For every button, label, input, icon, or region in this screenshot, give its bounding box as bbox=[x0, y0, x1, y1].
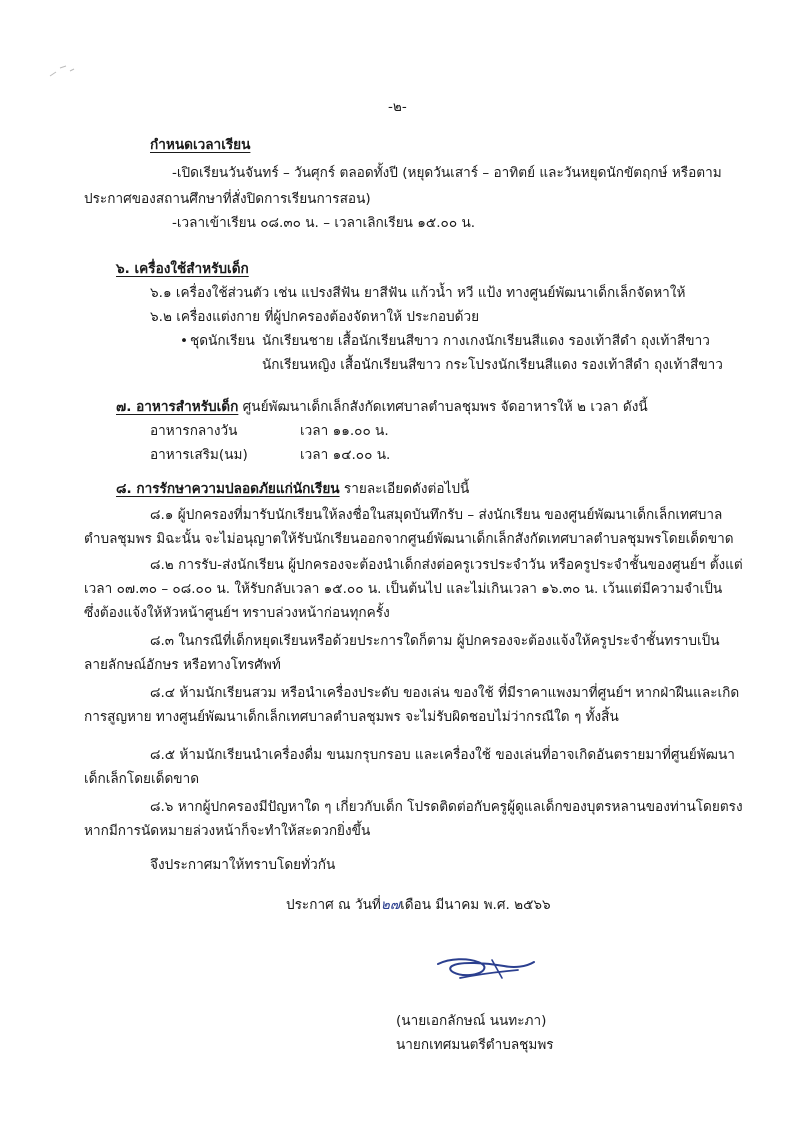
section-6-item-1: ๖.๑ เครื่องใช้ส่วนตัว เช่น แปรงสีฟัน ยาสีฟัน แก้วน้ำ หวี แป้ง ทางศูนย์พัฒนาเด็กเล็กจัดหาให้ bbox=[150, 285, 686, 301]
section-8-heading: ๘. การรักษาความปลอดภัยแก่นักเรียน bbox=[116, 481, 340, 497]
section-8-5-line-2: เด็กเล็กโดยเด็ดขาด bbox=[84, 771, 200, 787]
section-8-6-line-1: ๘.๖ หากผู้ปกครองมีปัญหาใด ๆ เกี่ยวกับเด็ก โปรดติดต่อกับครูผู้ดูแลเด็กของบุตรหลานของท่านโดยตรง bbox=[150, 799, 743, 815]
section-8-5-line-1: ๘.๕ ห้ามนักเรียนนำเครื่องดื่ม ขนมกรุบกรอบ และเครื่องใช้ ของเล่นที่อาจเกิดอันตรายมาที่ศูนย์พัฒนา bbox=[150, 747, 735, 763]
section-8-3-line-2: ลายลักษณ์อักษร หรือทางโทรศัพท์ bbox=[84, 657, 281, 673]
section-8-heading-tail: รายละเอียดดังต่อไปนี้ bbox=[339, 481, 470, 497]
date-suffix: เดือน มีนาคม พ.ศ. ๒๕๖๖ bbox=[400, 897, 551, 913]
meal-time-1: เวลา ๑๑.๐๐ น. bbox=[300, 423, 389, 439]
signer-name: (นายเอกลักษณ์ นนทะภา) bbox=[396, 1013, 547, 1029]
schedule-line-3: -เวลาเข้าเรียน ๐๘.๓๐ น. – เวลาเลิกเรียน ๑๕.๐๐ น. bbox=[172, 215, 476, 231]
meal-time-2: เวลา ๑๔.๐๐ น. bbox=[300, 447, 391, 463]
section-6-heading: ๖. เครื่องใช้สำหรับเด็ก bbox=[116, 261, 249, 277]
date-day-handwritten: ๒๗ bbox=[380, 897, 401, 913]
page-number: -๒- bbox=[388, 99, 407, 115]
section-6-item-2: ๖.๒ เครื่องแต่งกาย ที่ผู้ปกครองต้องจัดหาให้ ประกอบด้วย bbox=[150, 309, 480, 325]
schedule-heading: กำหนดเวลาเรียน bbox=[150, 137, 251, 153]
uniform-label: ชุดนักเรียน bbox=[190, 333, 255, 349]
section-8-1-line-1: ๘.๑ ผู้ปกครองที่มารับนักเรียนให้ลงชื่อในสมุดบันทึกรับ – ส่งนักเรียน ของศูนย์พัฒนาเด็กเล็กเทศบาล bbox=[150, 507, 723, 523]
section-8-1-line-2: ตำบลชุมพร มิฉะนั้น จะไม่อนุญาตให้รับนักเรียนออกจากศูนย์พัฒนาเด็กเล็กสังกัดเทศบาลตำบลชุมพรโดยเด็ดขาด bbox=[84, 531, 734, 547]
signature bbox=[430, 950, 540, 990]
date-line bbox=[286, 896, 551, 914]
section-8-line bbox=[116, 480, 469, 498]
section-8-3-line-1: ๘.๓ ในกรณีที่เด็กหยุดเรียนหรือด้วยประการใดก็ตาม ผู้ปกครองจะต้องแจ้งให้ครูประจำชั้นทราบเป็น bbox=[150, 633, 720, 649]
section-7-text: ศูนย์พัฒนาเด็กเล็กสังกัดเทศบาลตำบลชุมพร จัดอาหารให้ ๒ เวลา ดังนี้ bbox=[238, 399, 648, 415]
bullet: • bbox=[180, 333, 189, 349]
section-7-line bbox=[116, 398, 648, 416]
meal-name-1: อาหารกลางวัน bbox=[150, 423, 238, 439]
uniform-boys: นักเรียนชาย เสื้อนักเรียนสีขาว กางเกงนักเรียนสีแดง รองเท้าสีดำ ถุงเท้าสีขาว bbox=[262, 333, 710, 349]
meal-name-2: อาหารเสริม(นม) bbox=[150, 447, 248, 463]
scan-mark bbox=[48, 62, 78, 80]
section-8-2-line-3: ซึ่งต้องแจ้งให้หัวหน้าศูนย์ฯ ทราบล่วงหน้าก่อนทุกครั้ง bbox=[84, 605, 390, 621]
section-8-4-line-2: การสูญหาย ทางศูนย์พัฒนาเด็กเล็กเทศบาลตำบลชุมพร จะไม่รับผิดชอบไม่ว่ากรณีใด ๆ ทั้งสิ้น bbox=[84, 709, 619, 725]
section-8-4-line-1: ๘.๔ ห้ามนักเรียนสวม หรือนำเครื่องประดับ ของเล่น ของใช้ ที่มีราคาแพงมาที่ศูนย์ฯ หากฝ่าฝืนและเกิด bbox=[150, 685, 740, 701]
announce-text: จึงประกาศมาให้ทราบโดยทั่วกัน bbox=[150, 857, 336, 873]
section-7-heading: ๗. อาหารสำหรับเด็ก bbox=[116, 399, 239, 415]
section-8-6-line-2: หากมีการนัดหมายล่วงหน้าก็จะทำให้สะดวกยิ่งขึ้น bbox=[84, 823, 371, 839]
signer-title: นายกเทศมนตรีตำบลชุมพร bbox=[396, 1037, 554, 1053]
section-8-2-line-1: ๘.๒ การรับ-ส่งนักเรียน ผู้ปกครองจะต้องนำเด็กส่งต่อครูเวรประจำวัน หรือครูประจำชั้นของศูนย์ฯ ตั้งแต่ bbox=[150, 557, 743, 573]
date-prefix: ประกาศ ณ วันที่ bbox=[286, 897, 381, 913]
schedule-line-2: ประกาศของสถานศึกษาที่สั่งปิดการเรียนการสอน) bbox=[84, 191, 371, 207]
section-8-2-line-2: เวลา ๐๗.๓๐ – ๐๘.๐๐ น. ให้รับกลับเวลา ๑๕.๐๐ น. เป็นต้นไป และไม่เกินเวลา ๑๖.๓๐ น. เว้นแต่มีความจำเป็น bbox=[84, 581, 723, 597]
schedule-line-1: -เปิดเรียนวันจันทร์ – วันศุกร์ ตลอดทั้งปี (หยุดวันเสาร์ – อาทิตย์ และวันหยุดนักขัตฤกษ์ หรือตาม bbox=[172, 165, 722, 181]
uniform-girls: นักเรียนหญิง เสื้อนักเรียนสีขาว กระโปรงนักเรียนสีแดง รองเท้าสีดำ ถุงเท้าสีขาว bbox=[262, 357, 723, 373]
